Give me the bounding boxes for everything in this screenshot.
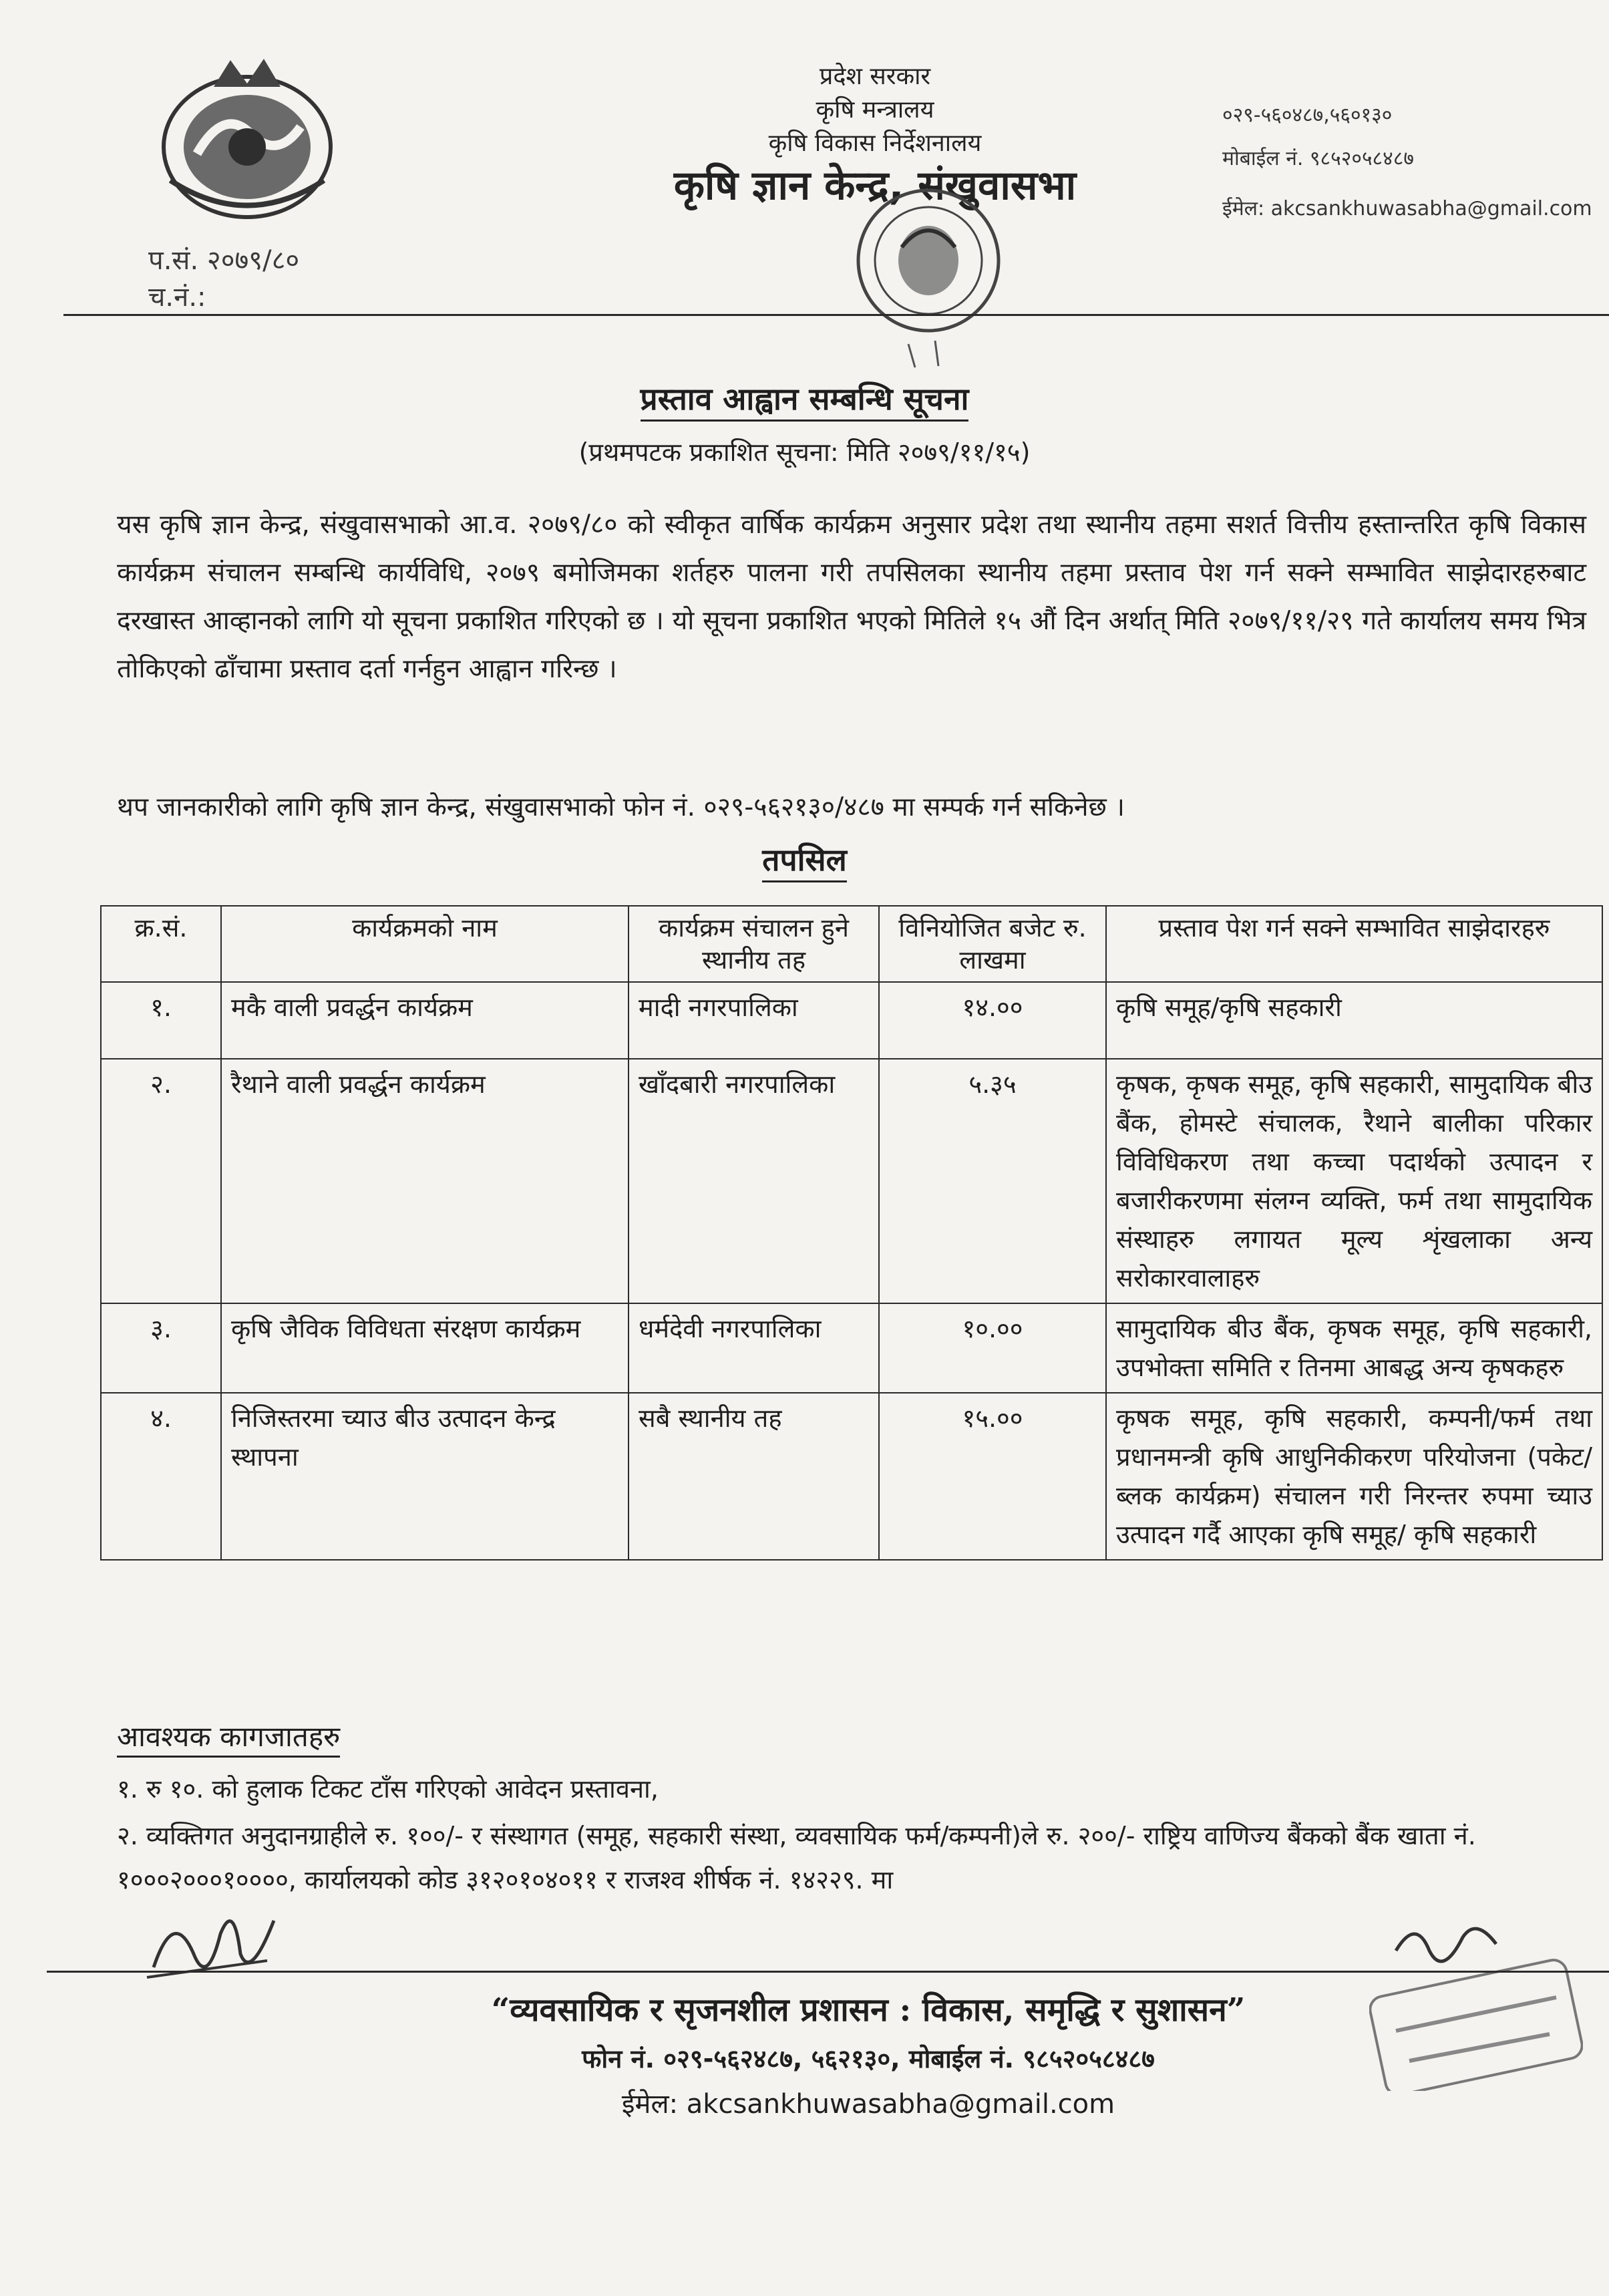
table-row: [101, 1303, 1602, 1393]
notice-title-text: प्रस्ताव आह्वान सम्बन्धि सूचना: [641, 381, 969, 422]
officer-signature-stamp: [1369, 1917, 1583, 2091]
office-email: ईमेल: akcsankhuwasabha@gmail.com: [1222, 197, 1592, 220]
required-documents-heading: [117, 1717, 340, 1755]
program-table: [100, 905, 1603, 1561]
cell-local-level: खाँदबारी नगरपालिका: [629, 1059, 879, 1303]
table-row: [101, 1393, 1602, 1560]
cell-no: ३.: [101, 1303, 221, 1393]
cell-no: २.: [101, 1059, 221, 1303]
dispatch-number: च.नं.:: [148, 282, 206, 313]
table-row: [101, 1059, 1602, 1303]
office-mobile: मोबाईल नं. ९८५२०५८४८७: [1222, 147, 1414, 170]
cell-local-level: धर्मदेवी नगरपालिका: [629, 1303, 879, 1393]
cell-budget: १५.००: [879, 1393, 1106, 1560]
ministry-name: कृषि मन्त्रालय: [816, 96, 934, 124]
cell-program: कृषि जैविक विविधता संरक्षण कार्यक्रम: [221, 1303, 629, 1393]
cell-program: मकै वाली प्रवर्द्धन कार्यक्रम: [221, 982, 629, 1059]
notice-body-paragraph: यस कृषि ज्ञान केन्द्र, संखुवासभाको आ.व. २०७९/८० को स्वीकृत वार्षिक कार्यक्रम अनुसार प्रदेश तथा स्थानीय तहमा सशर्त वित्तीय हस्तान्तरित कृषि विकास कार्यक्रम संचालन सम्बन्धि कार्यविधि, २०७९ बमोजिमका शर्तहरु पालना गरी तपसिलका स्थानीय तहमा प्रस्ताव पेश गर्न सक्ने सम्भावित साझेदारहरुबाट दरखास्त आव्हानको लागि यो सूचना प्रकाशित गरिएको छ । यो सूचना प्रकाशित भएको मितिले १५ औं दिन अर्थात् मिति २०७९/११/२९ गते कार्यालय समय भित्र तोकिएको ढाँचामा प्रस्ताव दर्ता गर्नहुन आह्वान गरिन्छ ।: [117, 510, 1586, 684]
footer-divider: [47, 1971, 1609, 1973]
notice-title: [0, 377, 1609, 419]
notice-subtitle: (प्रथमपटक प्रकाशित सूचना: मिति २०७९/११/१५): [578, 438, 1031, 467]
cell-local-level: सबै स्थानीय तह: [629, 1393, 879, 1560]
col-header-budget: विनियोजित बजेट रु. लाखमा: [879, 906, 1106, 982]
contact-info-line: थप जानकारीको लागि कृषि ज्ञान केन्द्र, संखुवासभाको फोन नं. ०२९-५६२१३०/४८७ मा सम्पर्क गर्न सकिनेछ ।: [117, 792, 1125, 822]
col-header-partners: प्रस्ताव पेश गर्न सक्ने सम्भावित साझेदारहरु: [1106, 906, 1602, 982]
office-phone: ०२९-५६०४८७,५६०१३०: [1222, 104, 1393, 127]
nepal-emblem-icon: [144, 47, 351, 227]
cell-budget: १४.००: [879, 982, 1106, 1059]
table-row: [101, 982, 1602, 1059]
document-item: १. रु १०. को हुलाक टिकट टाँस गरिएको आवेदन प्रस्तावना,: [117, 1774, 659, 1804]
footer-email: ईमेल: akcsankhuwasabha@gmail.com: [621, 2089, 1115, 2120]
cell-program: रैथाने वाली प्रवर्द्धन कार्यक्रम: [221, 1059, 629, 1303]
cell-partners: कृषि समूह/कृषि सहकारी: [1106, 982, 1602, 1059]
cell-partners: सामुदायिक बीउ बैंक, कृषक समूह, कृषि सहकारी, उपभोक्ता समिति र तिनमा आबद्ध अन्य कृषकहरु: [1106, 1303, 1602, 1393]
cell-program: निजिस्तरमा च्याउ बीउ उत्पादन केन्द्र स्थापना: [221, 1393, 629, 1560]
table-header-row: [101, 906, 1602, 982]
document-item: २. व्यक्तिगत अनुदानग्राहीले रु. १००/- र संस्थागत (समूह, सहकारी संस्था, व्यवसायिक फर्म/कम्पनी)ले रु. २००/- राष्ट्रिय वाणिज्य बैंकको बैंक खाता नं. १०००२०००१००००, कार्यालयको कोड ३१२०१०४०११ र राजश्व शीर्षक नं. १४२२९. मा: [117, 1821, 1476, 1895]
col-header-program: कार्यक्रमको नाम: [221, 906, 629, 982]
details-heading-text: तपसिल: [762, 842, 847, 882]
cell-no: १.: [101, 982, 221, 1059]
reference-number: प.सं. २०७९/८०: [148, 245, 300, 276]
cell-partners: कृषक समूह, कृषि सहकारी, कम्पनी/फर्म तथा प्रधानमन्त्री कृषि आधुनिकीकरण परियोजना (पकेट/ब्लक कार्यक्रम) संचालन गरी निरन्तर रुपमा च्याउ उत्पादन गर्दै आएका कृषि समूह/ कृषि सहकारी: [1106, 1393, 1602, 1560]
directorate-name: कृषि विकास निर्देशनालय: [768, 130, 982, 157]
handwritten-signature: [140, 1894, 287, 1994]
cell-partners: कृषक, कृषक समूह, कृषि सहकारी, सामुदायिक बीउ बैंक, होमस्टे संचालक, रैथाने बालीका परिकार विविधिकरण तथा कच्चा पदार्थको उत्पादन र बजारीकरणमा संलग्न व्यक्ति, फर्म तथा सामुदायिक संस्थाहरु लगायत मूल्य शृंखलाका अन्य सरोकारवालाहरु: [1106, 1059, 1602, 1303]
required-documents-heading-text: आवश्यक कागजातहरु: [117, 1720, 340, 1758]
office-seal-stamp: [822, 187, 1035, 374]
cell-local-level: मादी नगरपालिका: [629, 982, 879, 1059]
footer-slogan: “व्यवसायिक र सृजनशील प्रशासन : विकास, समृद्धि र सुशासन”: [491, 1991, 1246, 2029]
cell-budget: १०.००: [879, 1303, 1106, 1393]
office-name: कृषि ज्ञान केन्द्र, संखुवासभा: [673, 162, 1077, 209]
cell-budget: ५.३५: [879, 1059, 1106, 1303]
col-header-local-level: कार्यक्रम संचालन हुने स्थानीय तह: [629, 906, 879, 982]
footer-phones: फोन नं. ०२९-५६२४८७, ५६२१३०, मोबाईल नं. ९८५२०५८४८७: [582, 2044, 1155, 2074]
government-name: प्रदेश सरकार: [819, 63, 931, 90]
details-heading: [0, 838, 1609, 880]
col-header-no: क्र.सं.: [101, 906, 221, 982]
cell-no: ४.: [101, 1393, 221, 1560]
header-divider: [63, 314, 1609, 316]
